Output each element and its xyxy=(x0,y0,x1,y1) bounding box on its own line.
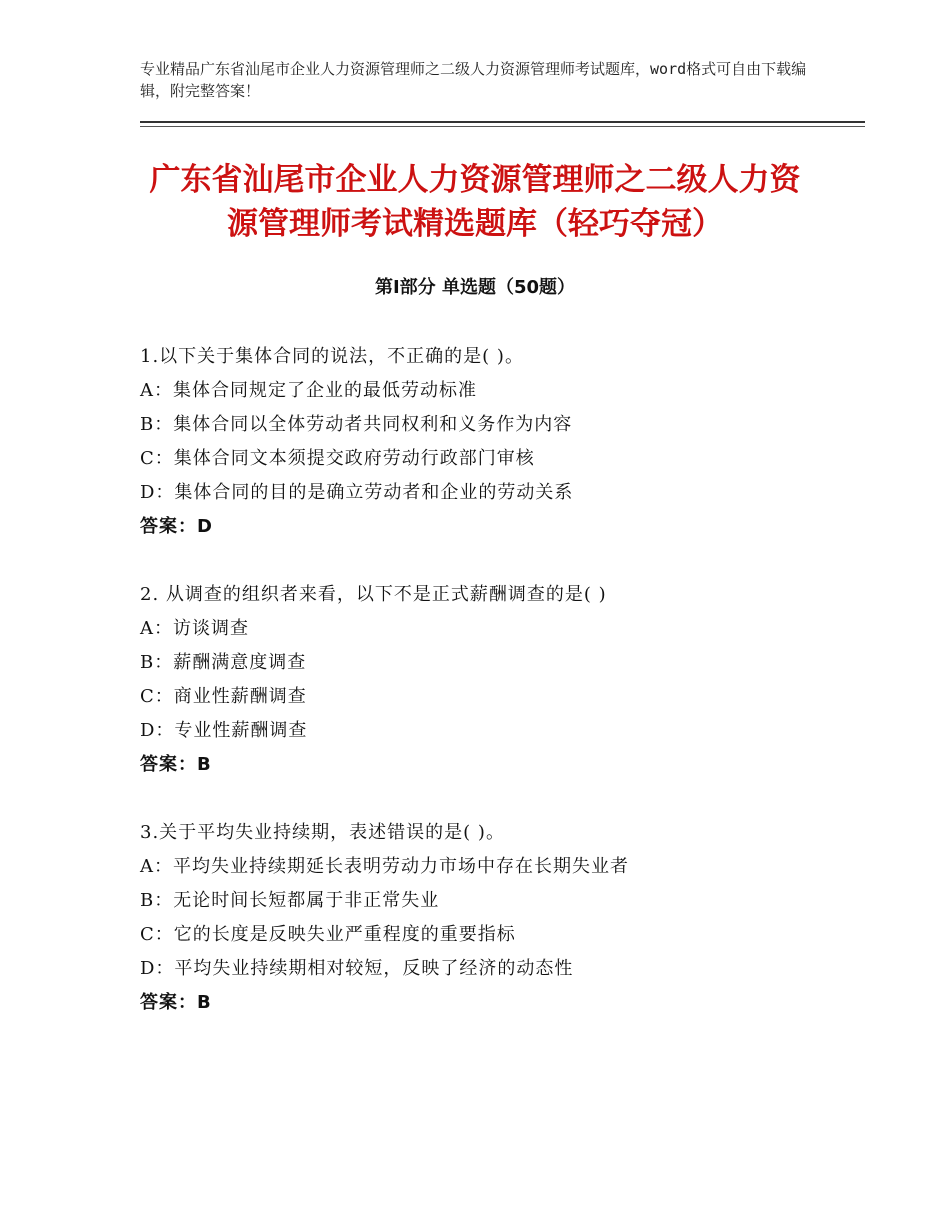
answer: 答案：B xyxy=(140,992,212,1013)
question-2 xyxy=(140,578,840,782)
option-a: A：平均失业持续期延长表明劳动力市场中存在长期失业者 xyxy=(140,856,629,877)
question-3 xyxy=(140,816,840,1020)
question-stem: 1.以下关于集体合同的说法，不正确的是( )。 xyxy=(140,346,524,367)
answer: 答案：B xyxy=(140,754,212,775)
option-b: B：集体合同以全体劳动者共同权利和义务作为内容 xyxy=(140,414,573,435)
document-title: 广东省汕尾市企业人力资源管理师之二级人力资源管理师考试精选题库（轻巧夺冠） xyxy=(149,162,801,242)
question-stem: 2. 从调查的组织者来看，以下不是正式薪酬调查的是( ) xyxy=(140,584,607,605)
option-d: D：平均失业持续期相对较短，反映了经济的动态性 xyxy=(140,958,574,979)
option-b: B：无论时间长短都属于非正常失业 xyxy=(140,890,440,911)
option-c: C：商业性薪酬调查 xyxy=(140,686,307,707)
question-1 xyxy=(140,340,840,544)
header-note: 专业精品广东省汕尾市企业人力资源管理师之二级人力资源管理师考试题库，word格式可自由下载编辑，附完整答案！ xyxy=(140,60,807,100)
option-c: C：它的长度是反映失业严重程度的重要指标 xyxy=(140,924,516,945)
section-heading: 第Ⅰ部分 单选题（50题） xyxy=(374,277,575,298)
option-b: B：薪酬满意度调查 xyxy=(140,652,307,673)
option-d: D：专业性薪酬调查 xyxy=(140,720,308,741)
header-divider-thin xyxy=(140,126,865,127)
header-divider-thick xyxy=(140,121,865,123)
option-a: A：集体合同规定了企业的最低劳动标准 xyxy=(140,380,477,401)
question-list xyxy=(140,340,840,1054)
answer: 答案：D xyxy=(140,516,213,537)
question-stem: 3.关于平均失业持续期，表述错误的是( )。 xyxy=(140,822,505,843)
option-d: D：集体合同的目的是确立劳动者和企业的劳动关系 xyxy=(140,482,574,503)
option-c: C：集体合同文本须提交政府劳动行政部门审核 xyxy=(140,448,535,469)
option-a: A：访谈调查 xyxy=(140,618,249,639)
